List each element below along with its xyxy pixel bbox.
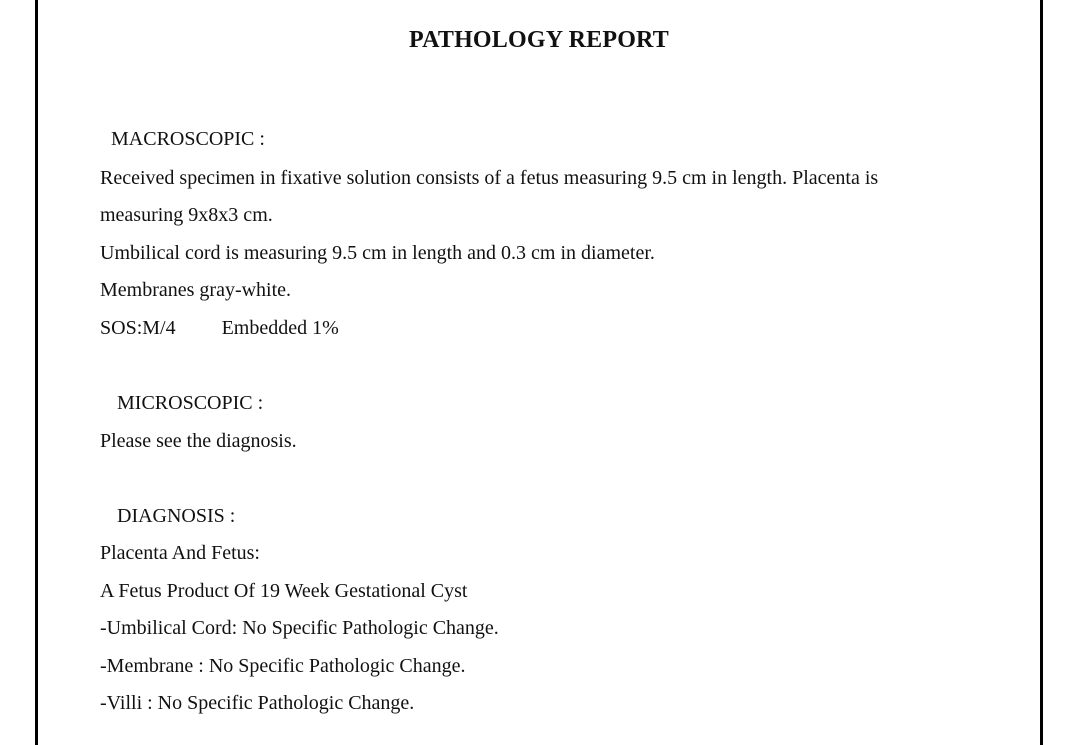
diagnosis-line-4: -Membrane : No Specific Pathologic Change. (100, 655, 466, 677)
diagnosis-line-2: A Fetus Product Of 19 Week Gestational Cyst (100, 580, 468, 602)
embedded-value: Embedded 1% (221, 317, 339, 339)
macroscopic-heading: MACROSCOPIC : (111, 128, 265, 150)
macroscopic-line-2: measuring 9x8x3 cm. (100, 204, 273, 226)
diagnosis-heading: DIAGNOSIS : (117, 505, 236, 527)
report-page (35, 0, 1043, 745)
diagnosis-line-3: -Umbilical Cord: No Specific Pathologic Change. (100, 617, 499, 639)
macroscopic-line-1: Received specimen in fixative solution consists of a fetus measuring 9.5 cm in length. Placenta is (100, 167, 879, 189)
macroscopic-line-3: Umbilical cord is measuring 9.5 cm in length and 0.3 cm in diameter. (100, 242, 655, 264)
diagnosis-line-5: -Villi : No Specific Pathologic Change. (100, 692, 415, 714)
macroscopic-line-4: Membranes gray-white. (100, 279, 292, 301)
diagnosis-line-1: Placenta And Fetus: (100, 542, 260, 564)
sos-value: SOS:M/4 (100, 317, 176, 339)
report-title: PATHOLOGY REPORT (409, 27, 669, 53)
microscopic-text: Please see the diagnosis. (100, 430, 297, 452)
sos-embedded-line (100, 316, 339, 340)
microscopic-heading: MICROSCOPIC : (117, 392, 264, 414)
